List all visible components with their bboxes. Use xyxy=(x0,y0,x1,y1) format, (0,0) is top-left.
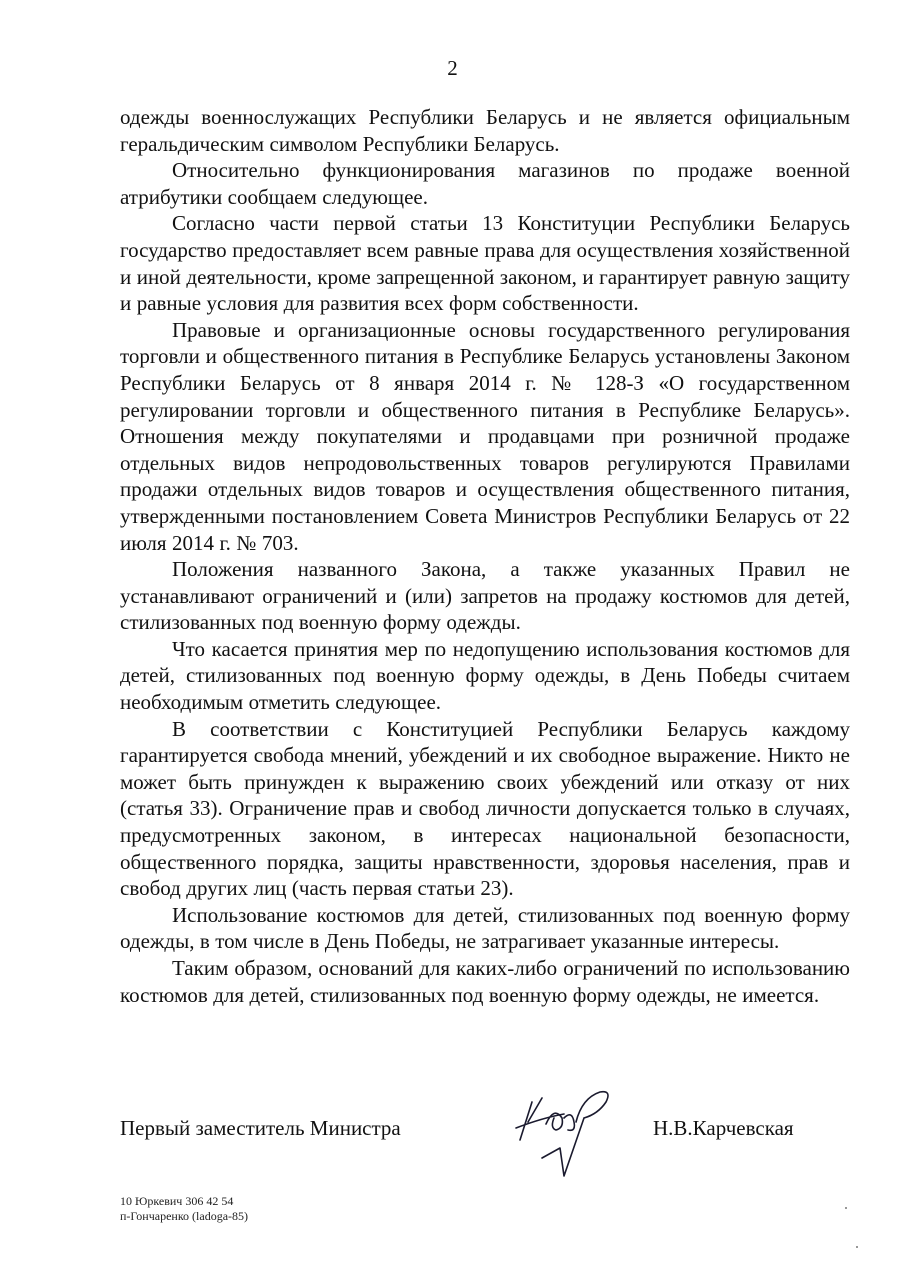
scan-speck xyxy=(845,1207,847,1209)
paragraph-3: Согласно части первой статьи 13 Конституции Республики Беларусь государство предоставляет всем равные права для осуществления хозяйственной и иной деятельности, кроме запрещенной законом, и гарантирует равную защиту и равные условия для развития всех форм собственности. xyxy=(120,211,850,316)
paragraph-5: Положения названного Закона, а также указанных Правил не устанавливают ограничений и (или) запретов на продажу костюмов для детей, стилизованных под военную форму одежды. xyxy=(120,557,850,635)
signature-block xyxy=(120,1088,860,1178)
signatory-name: Н.В.Карчевская xyxy=(653,1116,794,1140)
paragraph-4: Правовые и организационные основы государственного регулирования торговли и общественного питания в Республике Беларусь установлены Законом Республики Беларусь от 8 января 2014 г. № 128-З «О государственном регулировании торговли и общественного питания в Республике Беларусь». Отношения между покупателями и продавцами при розничной продаже отдельных видов непродовольственных товаров регулируются Правилами продажи отдельных видов товаров и осуществления общественного питания, утвержденными постановлением Совета Министров Республики Беларусь от 22 июля 2014 г. № 703. xyxy=(120,317,850,555)
paragraph-2: Относительно функционирования магазинов по продаже военной атрибутики сообщаем следующее. xyxy=(120,158,850,209)
paragraph-1: одежды военнослужащих Республики Беларусь и не является официальным геральдическим символом Республики Беларусь. xyxy=(120,105,850,156)
footer-info xyxy=(120,1194,248,1224)
paragraph-8: Использование костюмов для детей, стилизованных под военную форму одежды, в том числе в День Победы, не затрагивает указанные интересы. xyxy=(120,902,850,954)
letter-body xyxy=(120,104,850,1008)
scan-speck xyxy=(856,1246,858,1248)
footer-operator-line: п-Гончаренко (ladoga-85) xyxy=(120,1209,249,1223)
handwritten-signature xyxy=(502,1088,642,1183)
paragraph-7: В соответствии с Конституцией Республики Беларусь каждому гарантируется свобода мнений, убеждений и их свободное выражение. Никто не может быть принужден к выражению своих убеждений или отказу от них (статья 33). Ограничение прав и свобод личности допускается только в случаях, предусмотренных законом, в интересах национальной безопасности, общественного порядка, защиты нравственности, здоровья населения, прав и свобод других лиц (часть первая статьи 23). xyxy=(120,716,850,901)
page-number: 2 xyxy=(447,56,458,80)
footer-executor-line: 10 Юркевич 306 42 54 xyxy=(120,1194,234,1208)
paragraph-6: Что касается принятия мер по недопущению использования костюмов для детей, стилизованных под военную форму одежды, в День Победы считаем необходимым отметить следующее. xyxy=(120,636,850,715)
signatory-title: Первый заместитель Министра xyxy=(120,1116,401,1140)
paragraph-9: Таким образом, оснований для каких-либо ограничений по использованию костюмов для детей, стилизованных под военную форму одежды, не имеется. xyxy=(120,956,850,1007)
